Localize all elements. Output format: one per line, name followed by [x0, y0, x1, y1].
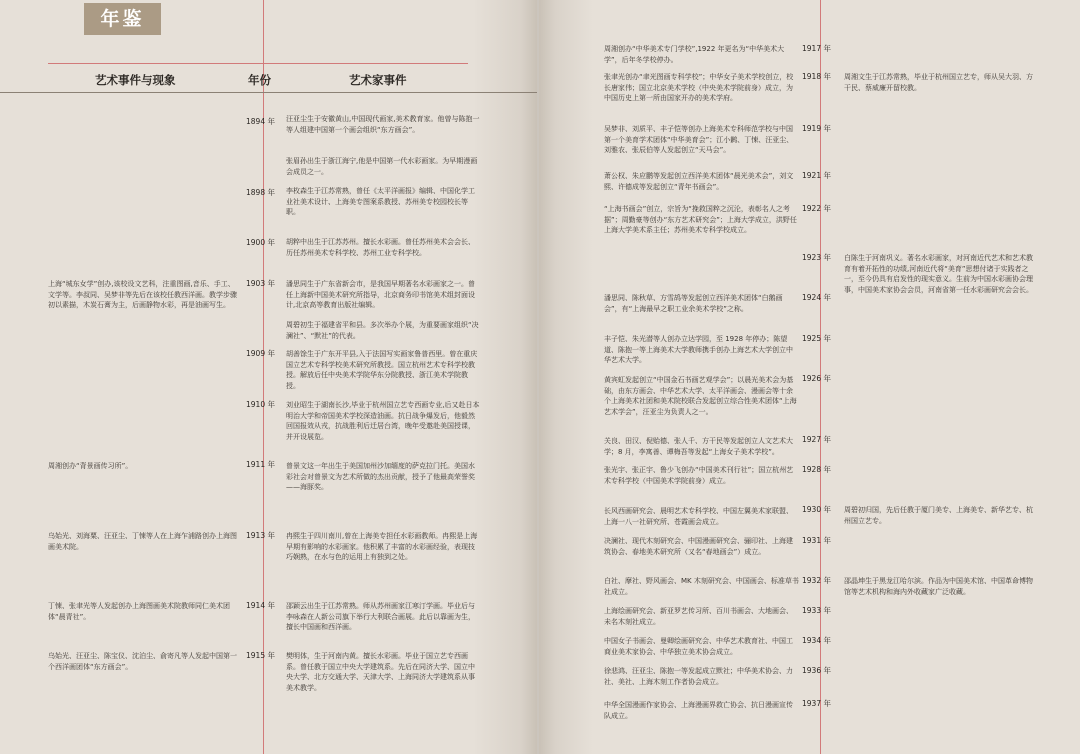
art-event-entry: 丰子恺、朱光潜等人创办立达学园，至 1928 年停办；陈望道、陈抱一等上海美术大学教师携手创办上海艺术大学创立中华艺术大学。 [604, 335, 793, 364]
year-label: 1919 年 [802, 124, 831, 133]
art-event-entry: 乌始光、汪亚尘、陈宝仪、沈泊尘、俞寄凡等人发起中国第一个西洋画团体“东方画会”。 [48, 652, 237, 671]
year-label: 1903 年 [246, 279, 275, 288]
artist-event-entry: 潘思同生于广东省新会市，是我国早期著名水彩画家之一。曾任上海新中国美术研究所指导，北京商务印书馆美术组封面设计,北京高等教育出版社编辑。 [286, 280, 475, 309]
art-event-entry: 周湘创办“背景画传习所”。 [48, 462, 133, 470]
art-event-entry: 丁悚、张聿光等人发起创办上海图画美术院教师同仁美术团体“晨青社”。 [48, 602, 230, 621]
right-page [539, 0, 1080, 754]
art-event-entry: 乌始光、刘海粟、汪亚尘、丁悚等人在上海乍浦路创办上海图画美术院。 [48, 532, 237, 551]
art-event-entry: 上海绘画研究会、新亚罗艺传习所、百川书画会、大地画会、未名木刻社成立。 [604, 607, 793, 626]
art-event-entry: 中华全国漫画作家协会、上海漫画界救亡协会、抗日漫画宣传队成立。 [604, 701, 793, 720]
year-label: 1921 年 [802, 171, 831, 180]
col-header-year: 年份 [248, 73, 271, 87]
art-event-entry: 长风西画研究会、晨明艺术专科学校、中国左翼美术家联盟、上海一八一社研究所、苍霞画会成立。 [604, 507, 793, 526]
artist-event-entry: 刘业昭生于湖南长沙,毕业于杭州国立艺专西画专业,后又赴日本明治大学和帝国美术学校深造油画。抗日战争爆发后，他毅然回国报效从戎，抗战胜利后迁居台湾，晚年受邀赴美国授课，并开设展览。 [286, 401, 480, 441]
year-label: 1936 年 [802, 666, 831, 675]
year-label: 1911 年 [246, 460, 275, 469]
year-label: 1917 年 [802, 44, 831, 53]
section-tab: 年鉴 [84, 3, 161, 35]
artist-event-entry: 周碧初生于福建省平和县。多次举办个展，为重要画家组织“决澜社”、“默社”的代表。 [286, 321, 479, 340]
year-label: 1910 年 [246, 400, 275, 409]
art-event-entry: 黄宾虹发起创立“中国金石书画艺观学会”；以晨光美术会为基础，由东方画会、中华艺术大学、太平洋画会、漫画会等十余个上海美术社团和美术院校联合发起创立综合性美术团体“上海艺术学会”，汪亚尘为负责人之一。 [604, 376, 797, 416]
art-event-entry: 萧公权、朱应鹏等发起创立西洋美术团体“晨光美术会”，刘文熙、许德成等发起创立“青年书画会”。 [604, 172, 794, 191]
art-event-entry: 张光宇、张正宇、鲁少飞创办“中国美术刊行社”；国立杭州艺术专科学校（中国美术学院前身）成立。 [604, 466, 794, 485]
year-label: 1913 年 [246, 531, 275, 540]
year-label: 1898 年 [246, 188, 275, 197]
art-event-entry: 决澜社、现代木刻研究会、中国漫画研究会、骊印社、上海建筑协会、春地美术研究所（又名“春地画会”）成立。 [604, 537, 793, 556]
year-label: 1922 年 [802, 204, 831, 213]
year-label: 1931 年 [802, 536, 831, 545]
year-label: 1900 年 [246, 238, 275, 247]
year-label: 1926 年 [802, 374, 831, 383]
year-label: 1932 年 [802, 576, 831, 585]
artist-event-entry: 邵晶坤生于黑龙江哈尔滨。作品为中国美术馆、中国革命博物馆等艺术机构和海内外收藏家广泛收藏。 [844, 577, 1033, 596]
art-event-entry: 中国女子书画会、曼卿绘画研究会、中华艺术教育社、中国工商业美术家协会、中华独立美术协会成立。 [604, 637, 793, 656]
header-bottom-rule [0, 92, 537, 93]
artist-event-entry: 胡善馀生于广东开平县,入于法国写实画家鲁普西里。曾在重庆国立艺术专科学校美术研究所教授。国立杭州艺术专科学校教授。解放后任中央美术学院华东分院教授、浙江美术学院教授。 [286, 350, 478, 390]
artist-event-entry: 张眉孙出生于浙江海宁,他是中国第一代水彩画家。为早期漫画会成员之一。 [286, 157, 478, 176]
year-label: 1924 年 [802, 293, 831, 302]
year-label: 1914 年 [246, 601, 275, 610]
year-label: 1937 年 [802, 699, 831, 708]
year-label: 1894 年 [246, 117, 275, 126]
year-label: 1933 年 [802, 606, 831, 615]
year-label: 1927 年 [802, 435, 831, 444]
art-event-entry: “上海书画会”创立，宗旨为“挽救国粹之沉沦，表彰名人之考据”；周勤豪等创办“东方艺术研究会”；上海大学成立，洪野任上海大学美术系主任；苏州美术专科学校成立。 [604, 205, 797, 234]
art-event-entry: 上海“城东女学”创办,该校设文艺科，注重图画,音乐、手工、文学等。李叔同、吴梦非等先后在该校任教西洋画。教学步骤初以素描，木炭石膏为主，后画静物水彩，再是油画写生。 [48, 280, 237, 309]
artist-event-entry: 李枚森生于江苏常熟，曾任《太平洋画报》编辑、中国化学工业社美术设计、上海美专图案系教授、苏州美专校园校长等职。 [286, 187, 475, 216]
col-header-events: 艺术事件与现象 [95, 73, 176, 87]
artist-event-entry: 樊明体，生于河南内黄。擅长水彩画。毕业于国立艺专西画系。曾任教于国立中央大学建筑系。先后在同济大学、国立中央大学、北方交通大学、天津大学、上海同济大学建筑系从事美术教学。 [286, 652, 475, 692]
art-event-entry: 关良、田汉、倪贻德、张人千、方干民等发起创立人文艺术大学；8 月，李寓善、谭梅吾等发起“上海女子美术学校”。 [604, 437, 793, 456]
art-event-entry: 白社、摩社、野风画会、MK 木刻研究会、中国画会、标准草书社成立。 [604, 577, 799, 596]
left-page [0, 0, 537, 754]
artist-event-entry: 汪亚尘生于安徽黄山,中国现代画家,美术教育家。他曾与陈抱一等人组建中国第一个画会组织“东方画会”。 [286, 115, 480, 134]
year-label: 1909 年 [246, 349, 275, 358]
art-event-entry: 潘思同、陈秋草、方雪鸪等发起创立西洋美术团体“白鹅画会”，有“上海最早之职工业余美术学校”之称。 [604, 294, 783, 313]
header-top-rule [48, 63, 468, 64]
art-event-entry: 周湘创办“中华美术专门学校”,1922 年更名为“中华美术大学”，后年冬学校停办。 [604, 45, 785, 64]
art-event-entry: 张聿光创办“聿光图画专科学校”；中华女子美术学校创立，校长唐家伟；国立北京美术学校（中央美术学院前身）成立，为中国历史上第一所由国家开办的美术学府。 [604, 73, 794, 102]
artist-event-entry: 白陈生于河南巩义。著名水彩画家，对河南近代艺术和艺术教育有着开拓性的功绩,河南近代将“美育”思想付诸于实践者之一，至今仍具有启发性的现实意义。生前为中国水彩画协会理事，中国美术家协会会员，河南省第一任水彩画研究会会长。 [844, 254, 1033, 294]
artist-event-entry: 胡粹中出生于江苏苏州。擅长水彩画。曾任苏州美术会会长、历任苏州美术专科学校、苏州工业专科学校。 [286, 238, 475, 257]
year-label: 1923 年 [802, 253, 831, 262]
red-guide-line [263, 0, 264, 754]
artist-event-entry: 曾景文这一年出生于美国加州沙加缅度的萨克拉门托。美国水彩社会对曾景文为艺术所做的杰出贡献，授予了他最高荣誉奖——海豚奖。 [286, 462, 475, 491]
art-event-entry: 吴梦非、刘质平、丰子恺等创办上海美术专科师范学校与中国第一个美育学术团体“中华美育会”；江小鹣、丁悚、汪亚尘、刘雅农、张辰伯等人发起创立“天马会”。 [604, 125, 794, 154]
year-label: 1915 年 [246, 651, 275, 660]
artist-event-entry: 周湘文生于江苏常熟，毕业于杭州国立艺专，师从吴大羽、方干民、蔡威廉开留校教。 [844, 73, 1033, 92]
artist-event-entry: 冉熙生于四川南川,曾在上海美专担任水彩画教师。冉熙是上海早期有影响的水彩画家。他积累了丰富的水彩画经验，表现技巧娴熟，在水与色的运用上有独到之处。 [286, 532, 478, 561]
art-event-entry: 徐悲鸿、汪亚尘、陈抱一等发起成立默社；中华美术协会、力社、美社、上海木刻工作者协会成立。 [604, 667, 793, 686]
year-label: 1925 年 [802, 334, 831, 343]
col-header-artists: 艺术家事件 [349, 73, 407, 87]
artist-event-entry: 邵颖云出生于江苏常熟。师从苏州画家江寒汀学画。毕业后与李咏森在人新公司旗下举行大利联合画展。此后以靠画为生，擅长中国画和西洋画。 [286, 602, 475, 631]
year-label: 1930 年 [802, 505, 831, 514]
year-label: 1928 年 [802, 465, 831, 474]
artist-event-entry: 周碧初归国，先后任教于厦门美专、上海美专、新华艺专、杭州国立艺专。 [844, 506, 1033, 525]
year-label: 1918 年 [802, 72, 831, 81]
year-label: 1934 年 [802, 636, 831, 645]
